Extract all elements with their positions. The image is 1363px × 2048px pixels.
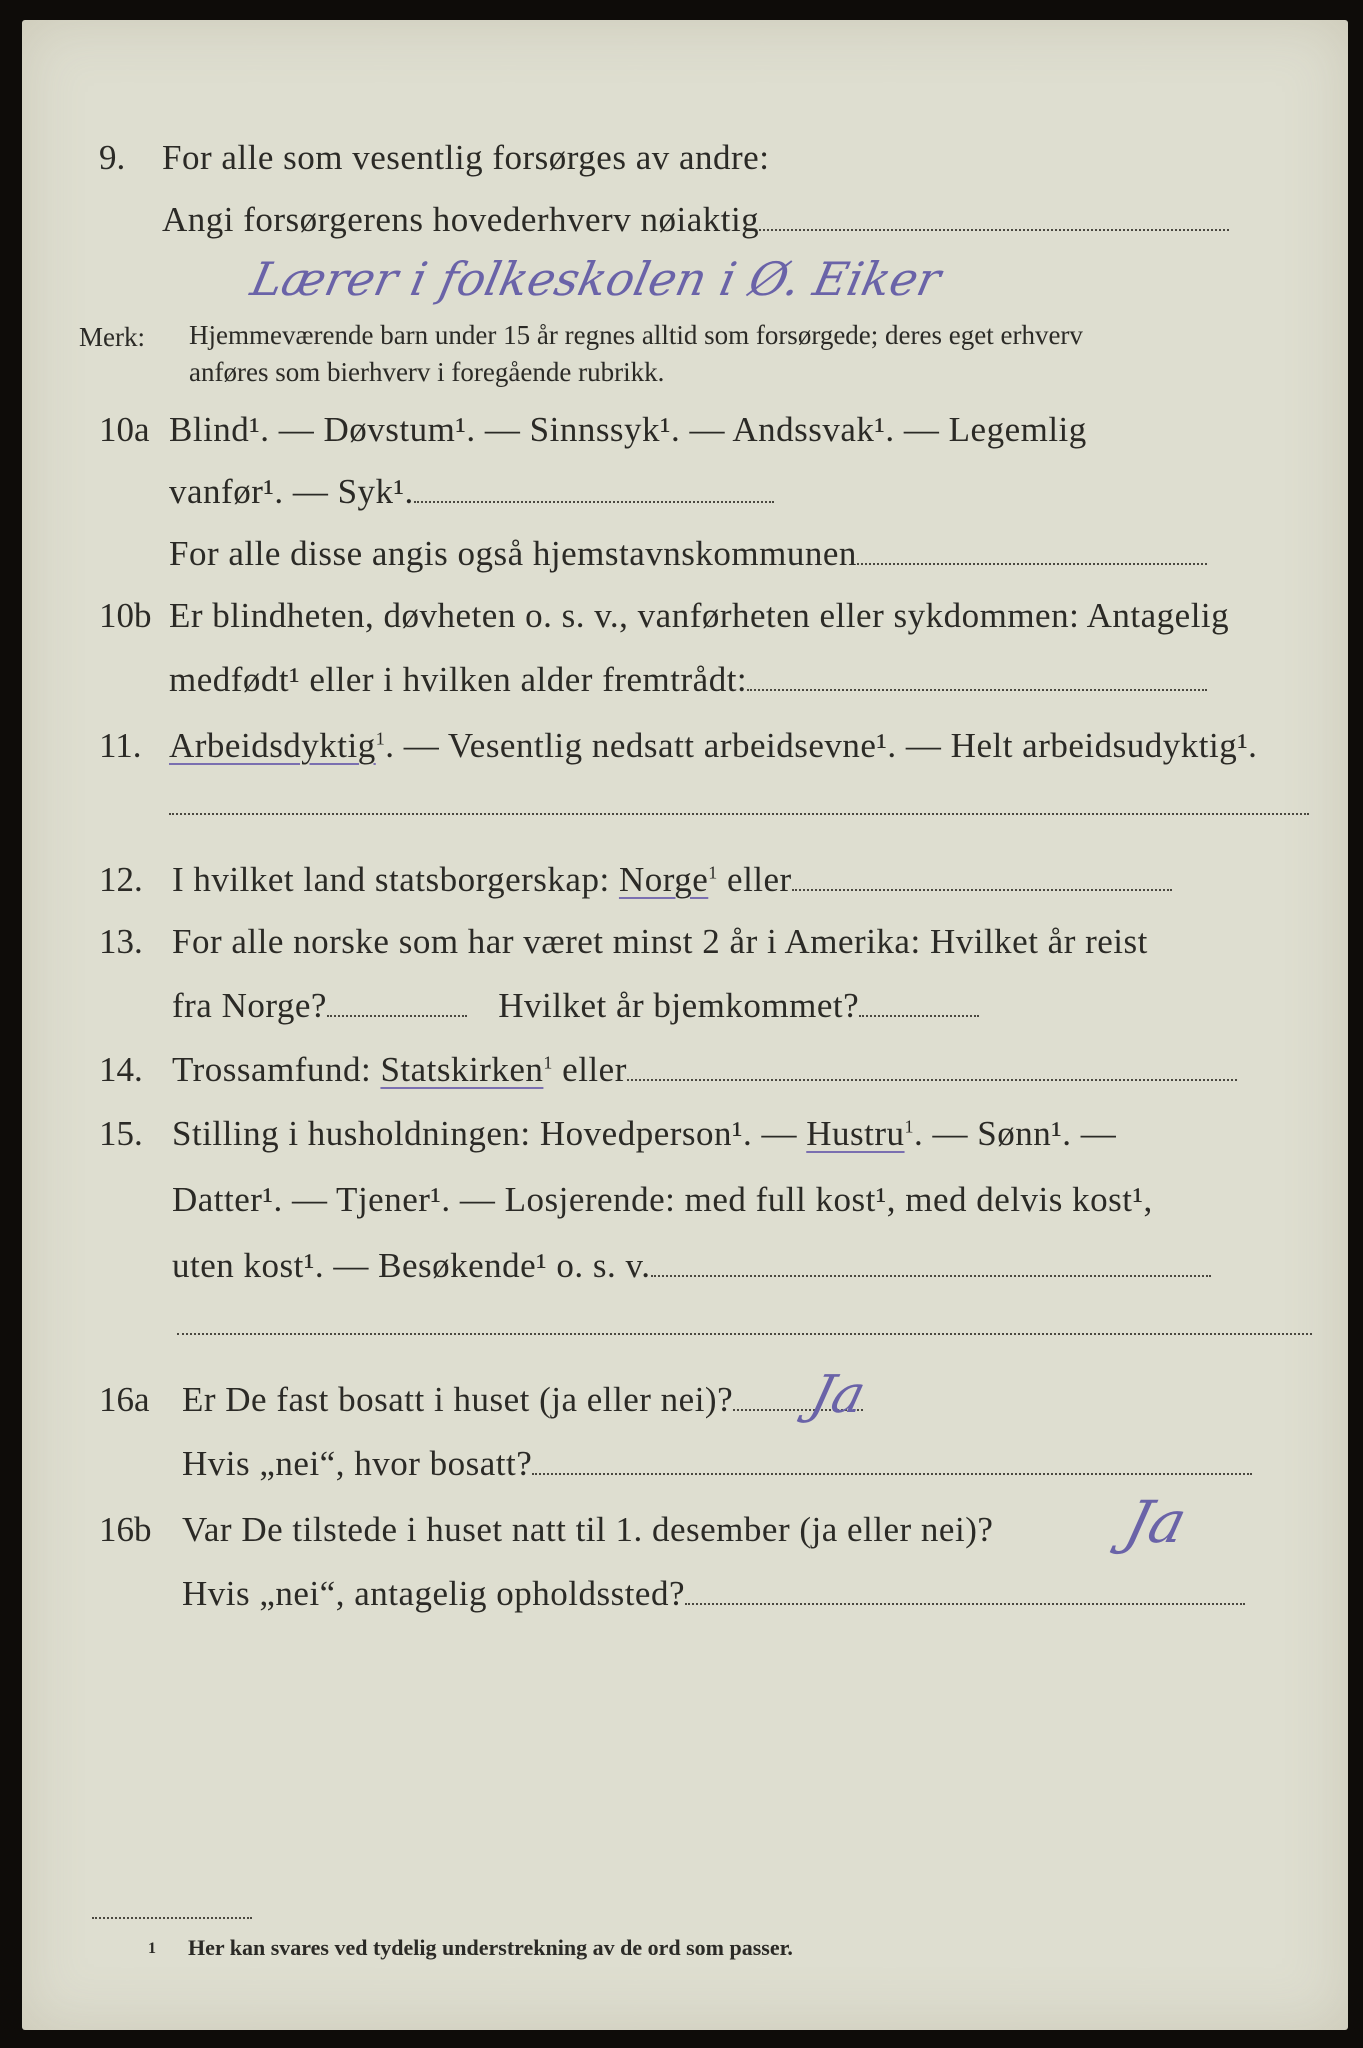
- q10a-number: 10a: [99, 410, 150, 449]
- q16b-line2-text: Hvis „nei“, antagelig opholdssted?: [182, 1574, 685, 1613]
- q10b-line2: [169, 660, 1207, 700]
- q14-post: eller: [562, 1050, 627, 1089]
- q16a-line1: [182, 1380, 863, 1420]
- q15-line1-pre: Stilling i husholdningen: Hovedperson¹. —: [172, 1114, 798, 1153]
- q12-eller-dots[interactable]: [792, 885, 1172, 891]
- q13-line2b: Hvilket år bjemkommet?: [498, 986, 860, 1025]
- q16a-line2: [182, 1444, 1252, 1484]
- q15-hustru-underlined: Hustru: [806, 1114, 905, 1153]
- q14-line: Trossamfund: Statskirken$^1$ eller: [172, 1050, 1237, 1090]
- q16b-line2: [182, 1574, 1245, 1614]
- q12-post: eller: [727, 860, 792, 899]
- q10a-line3-text: For alle disse angis også hjemstavnskommunen: [169, 534, 857, 573]
- q12-pre: I hvilket land statsborgerskap:: [172, 860, 610, 899]
- q15-line3: [172, 1246, 1211, 1286]
- q11-number: 11.: [99, 726, 142, 765]
- q10b-alder-dots[interactable]: [747, 685, 1207, 691]
- q10a-line3: [169, 534, 1207, 574]
- footnote-rule: [92, 1917, 252, 1919]
- q10a-kommune-dots[interactable]: [857, 559, 1207, 565]
- q15-besokende-dots[interactable]: [651, 1271, 1211, 1277]
- q15-blank-dots[interactable]: [177, 1333, 1312, 1335]
- q16a-number: 16a: [99, 1380, 150, 1419]
- q16a-line2-text: Hvis „nei“, hvor bosatt?: [182, 1444, 533, 1483]
- q16a-handwritten-answer: Ja: [804, 1365, 872, 1425]
- q11-rest: — Vesentlig nedsatt arbeidsevne¹. — Helt arbeidsudyktig¹.: [403, 726, 1258, 765]
- q15-line1-post: — Sønn¹. —: [932, 1114, 1117, 1153]
- q12-norge-underlined: Norge: [618, 860, 709, 899]
- q16a-bosatt-dots[interactable]: [532, 1469, 1252, 1475]
- footnote-mark: 1: [148, 1940, 156, 1957]
- q13-number: 13.: [99, 922, 143, 961]
- q9-line2: [162, 200, 1229, 240]
- q10b-line2-text: medfødt¹ eller i hvilken alder fremtrådt:: [169, 660, 748, 699]
- q12-line: I hvilket land statsborgerskap: Norge$^1$ eller: [172, 860, 1172, 900]
- q15-line3-text: uten kost¹. — Besøkende¹ o. s. v.: [172, 1246, 651, 1285]
- q13-line1: For alle norske som har været minst 2 år i Amerika: Hvilket år reist: [172, 922, 1148, 961]
- q16b-line1: Var De tilstede i huset natt til 1. desember (ja eller nei)?: [182, 1510, 994, 1549]
- q14-number: 14.: [99, 1050, 143, 1089]
- q15-line2: Datter¹. — Tjener¹. — Losjerende: med full kost¹, med delvis kost¹,: [172, 1180, 1153, 1219]
- q13-line2: [172, 986, 979, 1026]
- footnote-text: Her kan svares ved tydelig understrekning av de ord som passer.: [188, 1935, 793, 1960]
- q11-arbeidsdyktig-underlined: Arbeidsdyktig: [169, 726, 376, 765]
- q15-line1: Stilling i husholdningen: Hovedperson¹. — Hustru$^1$. — Sønn¹. —: [172, 1114, 1117, 1153]
- q16b-handwritten-answer: Ja: [1118, 1488, 1194, 1556]
- q10b-line1: Er blindheten, døvheten o. s. v., vanførheten eller sykdommen: Antagelig: [169, 596, 1230, 635]
- q10b-number: 10b: [99, 596, 152, 635]
- q16b-number: 16b: [99, 1510, 152, 1549]
- q14-eller-dots[interactable]: [627, 1075, 1237, 1081]
- q10a-line2: [169, 472, 774, 512]
- q11-blank-dots[interactable]: [169, 813, 1309, 815]
- q13-reist-dots[interactable]: [327, 1011, 467, 1017]
- q16b-opholdssted-dots[interactable]: [685, 1599, 1245, 1605]
- q12-number: 12.: [99, 860, 143, 899]
- q9-answer-dots[interactable]: [759, 225, 1229, 231]
- q9-line2-text: Angi forsørgerens hovederhverv nøiaktig: [162, 200, 760, 239]
- merk-label: Merk:: [79, 322, 145, 352]
- q16a-line1-text: Er De fast bosatt i huset (ja eller nei)?: [182, 1380, 734, 1419]
- q13-line2a: fra Norge?: [172, 986, 327, 1025]
- q10a-line2-text: vanfør¹. — Syk¹.: [169, 472, 414, 511]
- q9-line1: For alle som vesentlig forsørges av andre:: [162, 138, 770, 177]
- merk-line1: Hjemmeværende barn under 15 år regnes alltid som forsørgede; deres eget erhverv: [189, 320, 1083, 350]
- q9-number: 9.: [99, 138, 126, 177]
- merk-line2: anføres som bierhverv i foregående rubrikk.: [189, 357, 665, 387]
- q13-hjem-dots[interactable]: [859, 1011, 979, 1017]
- q9-handwritten-answer: Lærer i folkeskolen i Ø. Eiker: [246, 252, 946, 306]
- q10a-line1: Blind¹. — Døvstum¹. — Sinnssyk¹. — Andssvak¹. — Legemlig: [169, 410, 1087, 449]
- q10a-syk-dots[interactable]: [414, 497, 774, 503]
- census-form-page: [22, 20, 1348, 2030]
- q11-line: Arbeidsdyktig$^1$. — Vesentlig nedsatt arbeidsevne¹. — Helt arbeidsudyktig¹.: [169, 726, 1258, 765]
- q15-number: 15.: [99, 1114, 143, 1153]
- q14-statskirken-underlined: Statskirken: [380, 1050, 544, 1089]
- q14-pre: Trossamfund:: [172, 1050, 372, 1089]
